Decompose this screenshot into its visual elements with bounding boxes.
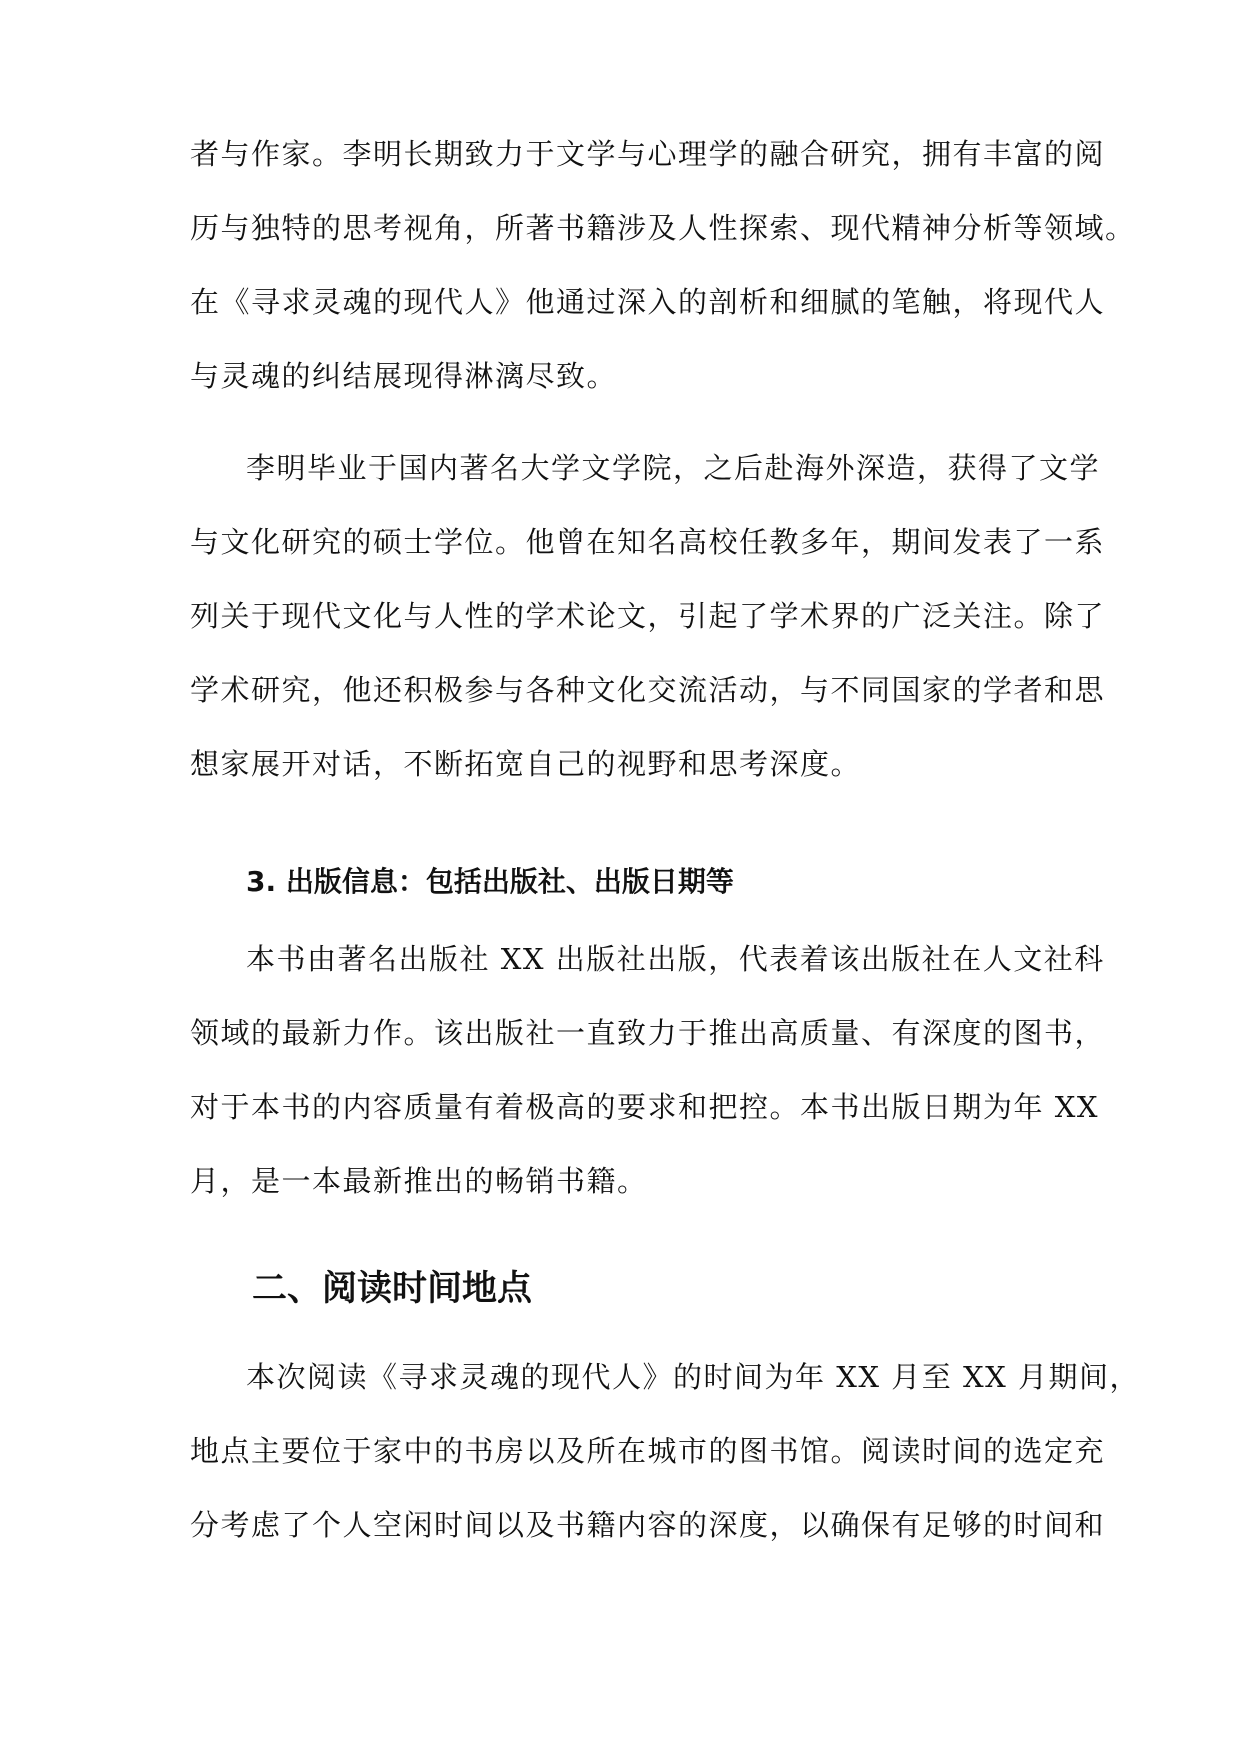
paragraph-line: 想家展开对话，不断拓宽自己的视野和思考深度。: [190, 747, 862, 781]
paragraph-line: 与文化研究的硕士学位。他曾在知名高校任教多年，期间发表了一系: [190, 525, 1106, 559]
paragraph-line: 列关于现代文化与人性的学术论文，引起了学术界的广泛关注。除了: [190, 599, 1106, 633]
paragraph-line: 分考虑了个人空闲时间以及书籍内容的深度，以确保有足够的时间和: [190, 1508, 1106, 1542]
section-subheading: 3. 出版信息：包括出版社、出版日期等: [246, 865, 734, 898]
paragraph-line: 对于本书的内容质量有着极高的要求和把控。本书出版日期为年 XX: [190, 1090, 1100, 1124]
paragraph-line: 领域的最新力作。该出版社一直致力于推出高质量、有深度的图书，: [190, 1016, 1106, 1050]
paragraph-line: 历与独特的思考视角，所著书籍涉及人性探索、现代精神分析等领域。: [190, 211, 1136, 245]
section-heading: 二、阅读时间地点: [252, 1269, 533, 1309]
paragraph-line: 地点主要位于家中的书房以及所在城市的图书馆。阅读时间的选定充: [190, 1434, 1106, 1468]
paragraph-line: 本次阅读《寻求灵魂的现代人》的时间为年 XX 月至 XX 月期间，: [246, 1360, 1140, 1394]
paragraph-line: 学术研究，他还积极参与各种文化交流活动，与不同国家的学者和思: [190, 673, 1106, 707]
paragraph-line: 在《寻求灵魂的现代人》他通过深入的剖析和细腻的笔触，将现代人: [190, 285, 1106, 319]
paragraph-line: 李明毕业于国内著名大学文学院，之后赴海外深造，获得了文学: [246, 451, 1101, 485]
paragraph-line: 者与作家。李明长期致力于文学与心理学的融合研究，拥有丰富的阅: [190, 137, 1106, 171]
paragraph-line: 月，是一本最新推出的畅销书籍。: [190, 1164, 648, 1198]
paragraph-line: 本书由著名出版社 XX 出版社出版，代表着该出版社在人文社科: [246, 942, 1105, 976]
paragraph-line: 与灵魂的纠结展现得淋漓尽致。: [190, 359, 618, 393]
